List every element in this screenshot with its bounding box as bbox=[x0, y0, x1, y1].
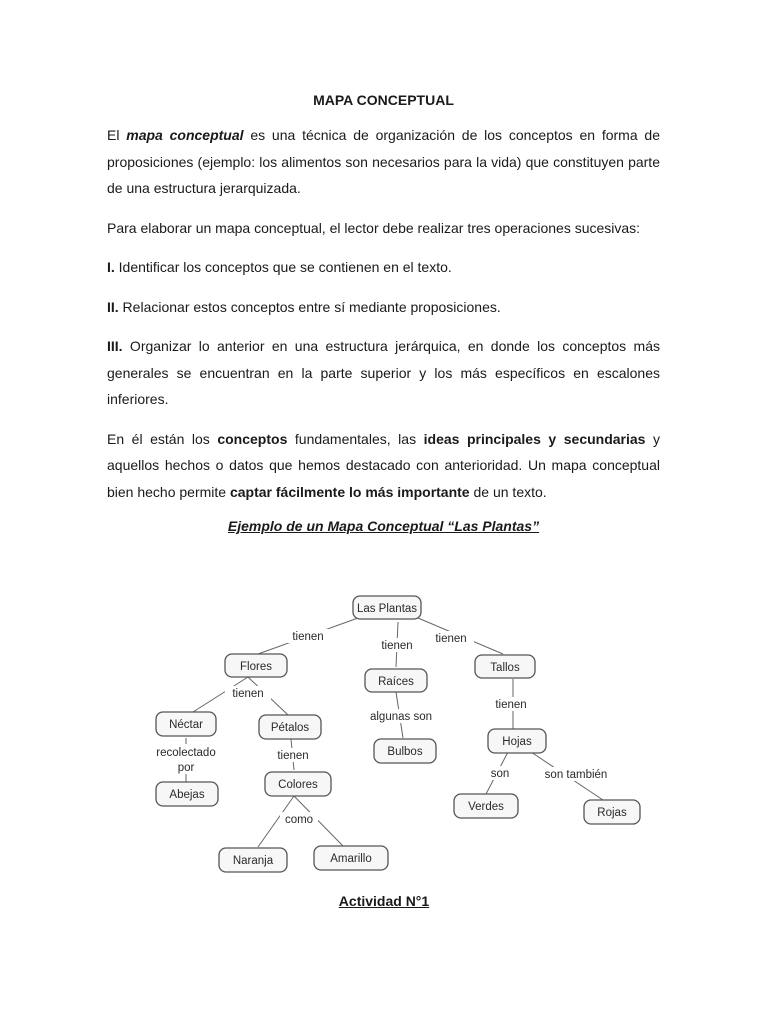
summary-text-1: En él están los bbox=[107, 430, 218, 447]
node-nectar bbox=[156, 712, 216, 736]
node-amarillo bbox=[314, 846, 388, 870]
step-2-text: Relacionar estos conceptos entre sí mediante proposiciones. bbox=[118, 298, 501, 315]
node-bulbos bbox=[374, 739, 436, 763]
node-colores-label: Colores bbox=[278, 779, 318, 791]
node-verdes-label: Verdes bbox=[468, 801, 504, 813]
node-verdes bbox=[454, 794, 518, 818]
node-amarillo-label: Amarillo bbox=[330, 853, 372, 865]
label-tienen-colores: tienen bbox=[277, 750, 309, 762]
node-hojas-label: Hojas bbox=[502, 736, 532, 748]
label-tienen-hojas: tienen bbox=[495, 699, 527, 711]
operations-paragraph: Para elaborar un mapa conceptual, el lector debe realizar tres operaciones sucesivas: bbox=[107, 219, 641, 236]
step-1-number: I. bbox=[107, 259, 115, 275]
node-las-plantas-label: Las Plantas bbox=[356, 603, 418, 615]
concept-map-labels bbox=[148, 629, 620, 826]
summary-bold-2: ideas principales y secundarias bbox=[423, 430, 646, 447]
intro-term: mapa conceptual bbox=[126, 127, 244, 143]
concept-map bbox=[148, 592, 643, 884]
label-tienen-raices: tienen bbox=[381, 640, 413, 652]
node-raices bbox=[365, 669, 427, 692]
node-rojas-label: Rojas bbox=[597, 807, 627, 819]
label-son: son bbox=[490, 768, 510, 780]
node-las-plantas bbox=[353, 596, 421, 619]
node-raices-label: Raíces bbox=[378, 676, 414, 688]
label-algunas-son: algunas son bbox=[369, 711, 433, 723]
step-1 bbox=[107, 254, 660, 281]
node-rojas bbox=[584, 800, 640, 824]
document-page bbox=[107, 88, 660, 534]
label-recolectado: recolectado bbox=[156, 747, 216, 759]
node-flores-label: Flores bbox=[240, 661, 272, 673]
activity-heading: Actividad N°1 bbox=[338, 893, 430, 909]
step-3 bbox=[107, 333, 660, 413]
summary-text-4: de un texto. bbox=[469, 483, 547, 500]
summary-text-2: fundamentales, las bbox=[287, 430, 424, 447]
node-petalos-label: Pétalos bbox=[270, 722, 310, 734]
summary-text-3: y aquellos hechos o datos que hemos destacado con anterioridad. Un mapa conceptual bien hecho permite bbox=[107, 430, 661, 500]
node-abejas-label: Abejas bbox=[169, 789, 205, 801]
summary-paragraph bbox=[107, 426, 660, 506]
label-son-tambien: son también bbox=[544, 769, 608, 781]
node-tallos-label: Tallos bbox=[490, 662, 520, 674]
node-naranja bbox=[219, 848, 287, 872]
label-tienen-flores: tienen bbox=[292, 631, 324, 643]
page-title: MAPA CONCEPTUAL bbox=[313, 92, 454, 108]
node-colores bbox=[265, 772, 331, 796]
node-naranja-label: Naranja bbox=[232, 855, 274, 867]
example-title: Ejemplo de un Mapa Conceptual “Las Plantas” bbox=[227, 518, 540, 534]
node-nectar-label: Néctar bbox=[169, 719, 203, 731]
node-flores bbox=[225, 654, 287, 677]
label-tienen-nectar-petalos: tienen bbox=[232, 688, 264, 700]
intro-text-start: El bbox=[107, 127, 127, 143]
step-3-text: Organizar lo anterior en una estructura jerárquica, en donde los conceptos más generales se encuentran en la parte superior y los más específicos en escalones inferiores. bbox=[107, 338, 660, 407]
intro-text-end: es una técnica de organización de los conceptos en forma de proposiciones (ejemplo: los alimentos son necesarios para la vida) que constituyen parte de una estructura jerarquizada. bbox=[107, 127, 660, 196]
step-2-number: II. bbox=[107, 298, 119, 315]
node-abejas bbox=[156, 782, 218, 806]
node-tallos bbox=[475, 655, 535, 678]
step-1-text: Identificar los conceptos que se contienen en el texto. bbox=[114, 259, 452, 275]
concept-map-svg bbox=[148, 592, 643, 884]
label-tienen-tallos: tienen bbox=[435, 633, 467, 645]
label-como: como bbox=[284, 814, 314, 826]
node-bulbos-label: Bulbos bbox=[387, 746, 423, 758]
label-por: por bbox=[177, 762, 195, 774]
summary-bold-1: conceptos bbox=[217, 430, 288, 447]
step-3-number: III. bbox=[107, 338, 123, 354]
step-2 bbox=[107, 294, 660, 321]
intro-paragraph bbox=[107, 122, 660, 202]
node-petalos bbox=[259, 715, 321, 739]
summary-bold-3: captar fácilmente lo más importante bbox=[229, 483, 470, 500]
node-hojas bbox=[488, 729, 546, 753]
